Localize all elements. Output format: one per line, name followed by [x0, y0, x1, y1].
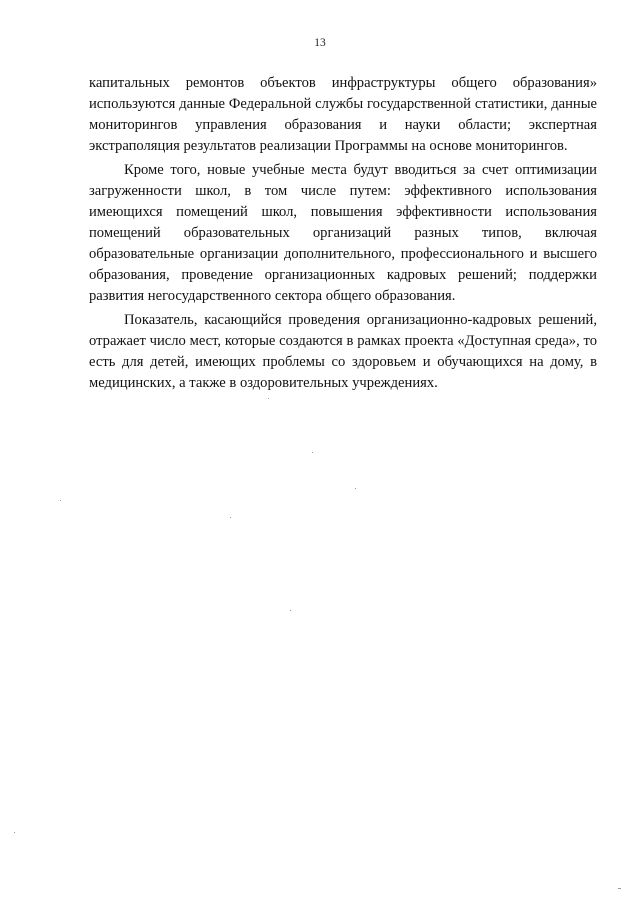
paragraph-indicator: Показатель, касающийся проведения организационно-кадровых решений, отражает число мест, которые создаются в рамках проекта «Доступная среда», то есть для детей, имеющих проблемы со здоровьем и обучающихся на дому, в медицинских, а также в оздоровительных учреждениях. [89, 312, 597, 391]
paragraph-data-sources: капитальных ремонтов объектов инфраструктуры общего образования» используются данные Федеральной службы государственной статистики, данные мониторингов управления образования и науки области; экспертная экстраполяция результатов реализации Программы на основе мониторингов. [89, 75, 597, 154]
page-number: 13 [314, 37, 326, 49]
scan-speck [312, 452, 313, 453]
scan-speck [60, 500, 61, 501]
scan-speck [14, 832, 15, 833]
scan-speck [230, 517, 231, 518]
scan-speck [290, 610, 291, 611]
scan-speck [268, 398, 269, 399]
paragraph-new-places: Кроме того, новые учебные места будут вводиться за счет оптимизации загруженности школ, в том числе путем: эффективного использования имеющихся помещений школ, повышения эффективности использования помещений образовательных организаций разных типов, включая образовательные организации дополнительного, профессионального и высшего образования, проведение организационных кадровых решений; поддержки развития негосударственного сектора общего образования. [89, 162, 597, 304]
scan-speck [355, 488, 356, 489]
document-body [89, 73, 597, 394]
scan-speck [618, 888, 621, 889]
